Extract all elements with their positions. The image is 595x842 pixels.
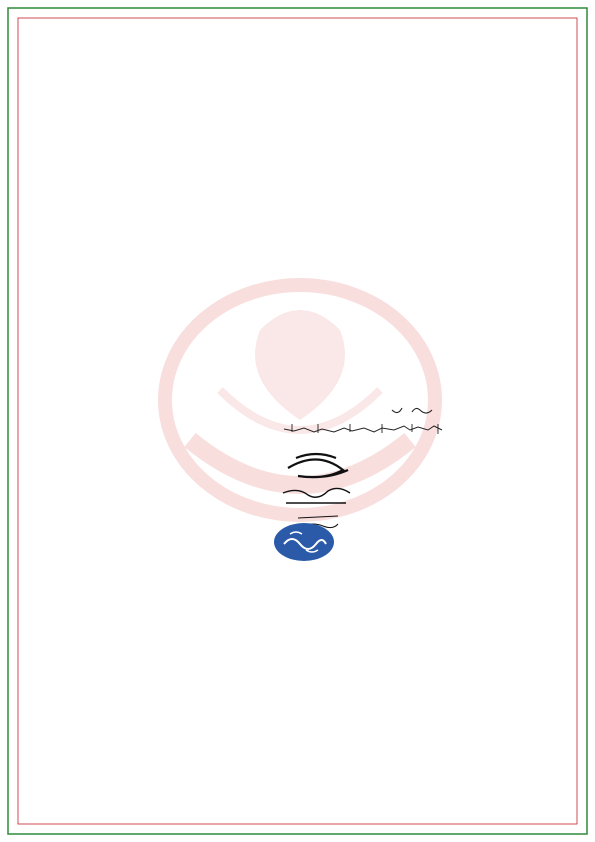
letter-content — [42, 62, 553, 76]
seal-stamp — [272, 520, 336, 564]
typed-reply — [42, 584, 543, 597]
handwritten-reply — [262, 402, 448, 442]
